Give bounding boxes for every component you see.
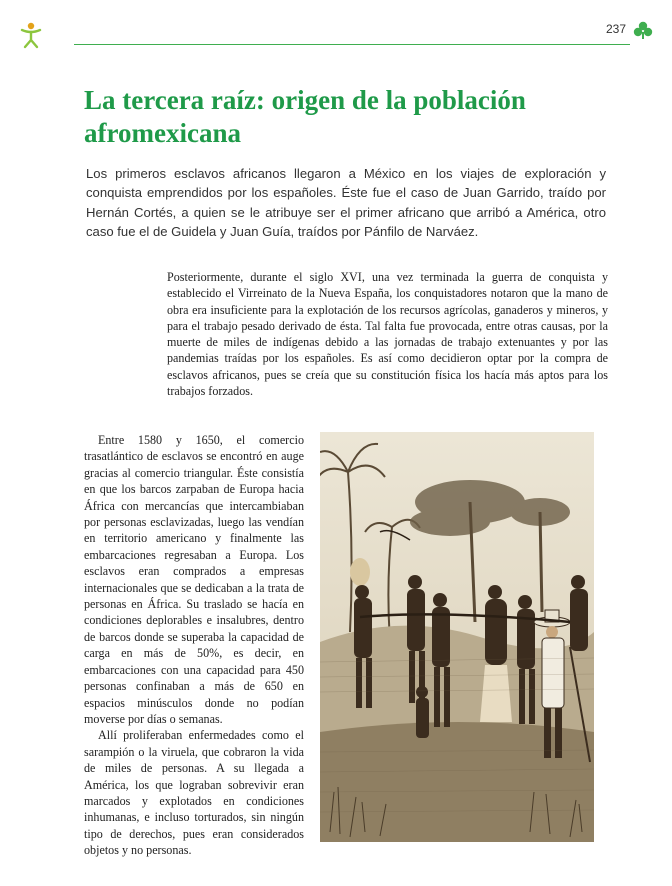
intro-paragraph: Los primeros esclavos africanos llegaron a México en los viajes de exploración y conquista emprendidos por los españoles. Éste fue el caso de Juan Garrido, traído por Hernán Cortés, a quien se le atribuye ser el primer africano que arribó a América, otro caso fue el de Guidela y Juan Guía, traídos por Pánfilo de Narváez. xyxy=(86,166,606,239)
clover-icon xyxy=(632,20,654,40)
engraving-slave-caravan-illustration xyxy=(320,432,594,842)
page-number: 237 xyxy=(606,22,627,36)
body-paragraph-2: Allí proliferaban enfermedades como el sarampión o la viruela, que cobraron la vida de miles de personas. A su llegada a América, los que lograban sobrevivir eran marcados y explotados en condiciones inhumanas, e incluso torturados, sin ningún tipo de derechos, pues eran considerados objetos y no personas. xyxy=(84,728,304,858)
person-figure-logo-icon xyxy=(16,20,46,50)
header-rule xyxy=(74,44,630,45)
quote-paragraph: Posteriormente, durante el siglo XVI, una vez terminada la guerra de conquista y establecido el Virreinato de la Nueva España, los conquistadores notaron que la mano de obra era insuficiente para la explotación de los recursos agrícolas, ganaderos y mineros, y para el trabajo pesado derivado de ésta. Tal falta fue provocada, entre otras causas, por la muerte de miles de indígenas debido a las jornadas de trabajo extenuantes y por las pandemias traídas por los españoles. Es así como decidieron optar por la compra de esclavos africanos, pues se creía que su constitución física los hacía más aptos para los trabajos forzados. xyxy=(167,270,608,399)
body-column xyxy=(84,432,304,859)
body-paragraph-1: Entre 1580 y 1650, el comercio trasatlántico de esclavos se encontró en auge gracias al comercio triangular. Éste consistía en que los barcos zarpaban de Europa hacia África con mercancías que intercambiaban por personas esclavizadas, luego las vendían en territorio americano y finalmente las embarcaciones regresaban a Europa. Los esclavos eran comprados a empresas internacionales que se dedicaban a la trata de personas en África. Su traslado se hacía en condiciones deplorables e insalubres, dentro de barcos donde se superaba la capacidad de carga en más de 50%, es decir, en embarcaciones con una capacidad para 450 personas confinaban a más de 650 en espacios minúsculos donde no podían moverse por días o semanas. xyxy=(84,433,304,726)
page-title: La tercera raíz: origen de la población afromexicana xyxy=(84,85,526,148)
